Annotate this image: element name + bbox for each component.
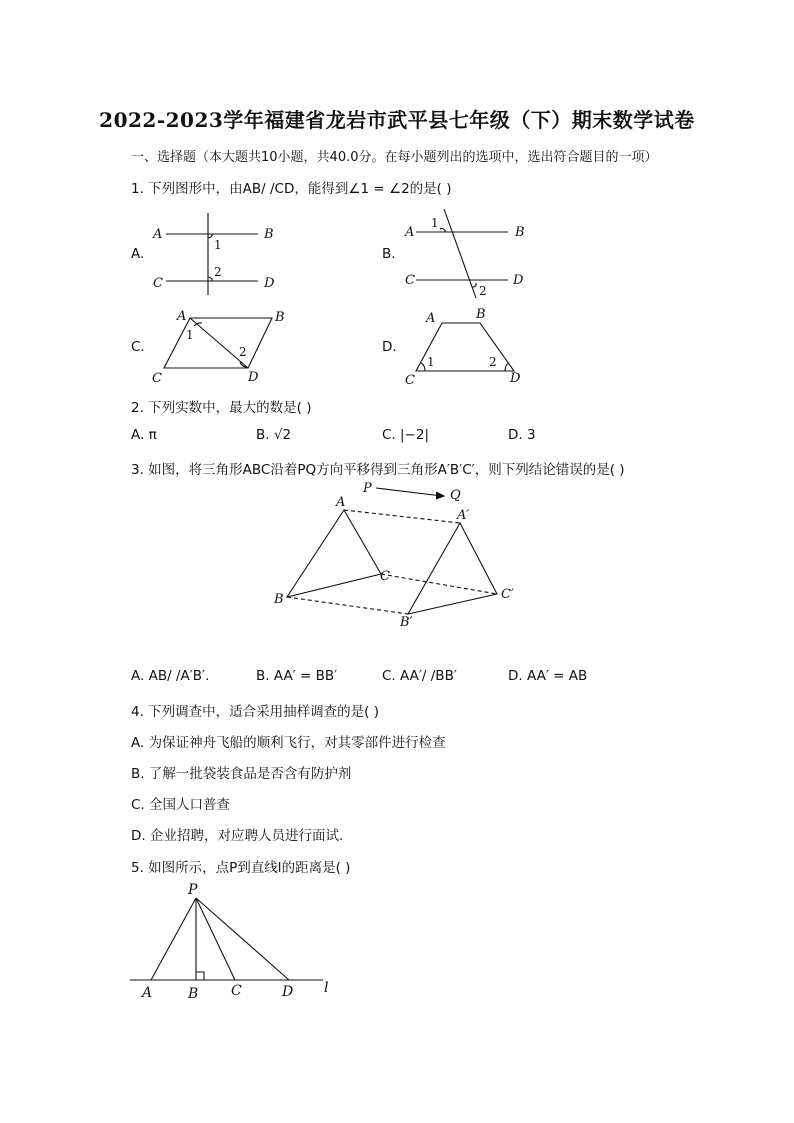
q3-label-A-prime: A′: [457, 508, 470, 523]
q3-option-c: C. AA′/ /BB′: [382, 668, 457, 684]
q1-figure-c: [150, 306, 295, 388]
q4-option-b: B. 了解一批袋装食品是否含有防护剂: [131, 766, 352, 782]
q3-option-b: B. AA′ = BB′: [256, 668, 338, 684]
q2-option-a: A. π: [131, 427, 157, 443]
q2-option-c: C. |−2|: [382, 427, 430, 443]
q1-figure-b: [400, 205, 540, 300]
q4-option-d: D. 企业招聘，对应聘人员进行面试.: [131, 828, 344, 844]
q3-translation-figure: [260, 476, 530, 636]
q1a-label-C: C: [153, 276, 163, 291]
q3-label-B: B: [274, 592, 284, 607]
question-4-stem: 4. 下列调查中，适合采用抽样调查的是( ): [131, 704, 379, 720]
q1c-label-A: A: [177, 309, 187, 324]
question-2-stem: 2. 下列实数中，最大的数是( ): [131, 400, 312, 416]
q1b-label-D: D: [513, 273, 524, 288]
q4-option-a: A. 为保证神舟飞船的顺利飞行，对其零部件进行检查: [131, 735, 446, 751]
q1a-angle-1: 1: [214, 238, 222, 252]
q1d-label-C: C: [405, 373, 415, 388]
q3-label-B-prime: B′: [400, 615, 413, 630]
q1a-angle-2: 2: [214, 265, 222, 279]
q1a-label-D: D: [264, 276, 275, 291]
q3-label-A: A: [336, 495, 346, 510]
exam-title: 2022-2023学年福建省龙岩市武平县七年级（下）期末数学试卷: [99, 108, 695, 132]
q1c-angle-1: 1: [186, 328, 194, 342]
q1c-label-C: C: [152, 371, 162, 386]
q5-label-l: l: [324, 980, 329, 996]
q1-figure-a: [150, 210, 290, 300]
q3-label-C: C: [380, 569, 390, 584]
q1d-angle-1: 1: [427, 355, 435, 369]
q1b-label-B: B: [515, 225, 525, 240]
q3-label-Q: Q: [450, 488, 461, 503]
q5-label-A: A: [142, 985, 153, 1001]
q2-option-b: B. √2: [256, 427, 292, 443]
q4-option-c: C. 全国人口普查: [131, 797, 231, 813]
q3-label-P: P: [363, 481, 372, 496]
q3-option-a: A. AB/ /A′B′.: [131, 668, 210, 684]
q1-option-a-label: A.: [131, 246, 145, 262]
q2-option-d: D. 3: [508, 427, 536, 443]
q1d-label-D: D: [510, 371, 521, 386]
q1c-label-B: B: [275, 310, 285, 325]
question-5-stem: 5. 如图所示，点P到直线l的距离是( ): [131, 860, 351, 876]
q1-option-b-label: B.: [382, 246, 396, 262]
q5-label-P: P: [188, 882, 198, 898]
q1b-label-A: A: [405, 225, 415, 240]
q1d-angle-2: 2: [489, 355, 497, 369]
q1d-label-A: A: [426, 311, 436, 326]
q3-label-C-prime: C′: [501, 587, 514, 602]
q1-option-d-label: D.: [382, 339, 397, 355]
q1c-label-D: D: [248, 370, 259, 385]
q1b-label-C: C: [405, 273, 415, 288]
q1c-angle-2: 2: [239, 345, 247, 359]
q1b-angle-1: 1: [431, 216, 439, 230]
q1-option-c-label: C.: [131, 339, 145, 355]
question-3-stem: 3. 如图，将三角形ABC沿着PQ方向平移得到三角形A′B′C′，则下列结论错误的是( ): [131, 462, 625, 478]
q1b-angle-2: 2: [479, 284, 487, 298]
q1a-label-B: B: [264, 227, 274, 242]
q5-label-D: D: [282, 984, 294, 1000]
q5-distance-figure: [125, 876, 345, 1004]
q1d-label-B: B: [476, 307, 486, 322]
section-heading: 一、选择题（本大题共10小题，共40.0分。在每小题列出的选项中，选出符合题目的一项）: [131, 150, 658, 165]
q5-label-B: B: [188, 986, 199, 1002]
q1-figure-d: [400, 305, 540, 390]
question-1-stem: 1. 下列图形中，由AB/ /CD，能得到∠1 = ∠2的是( ): [131, 181, 452, 197]
q3-option-d: D. AA′ = AB: [508, 668, 588, 684]
q1a-label-A: A: [153, 227, 163, 242]
q5-label-C: C: [231, 983, 242, 999]
